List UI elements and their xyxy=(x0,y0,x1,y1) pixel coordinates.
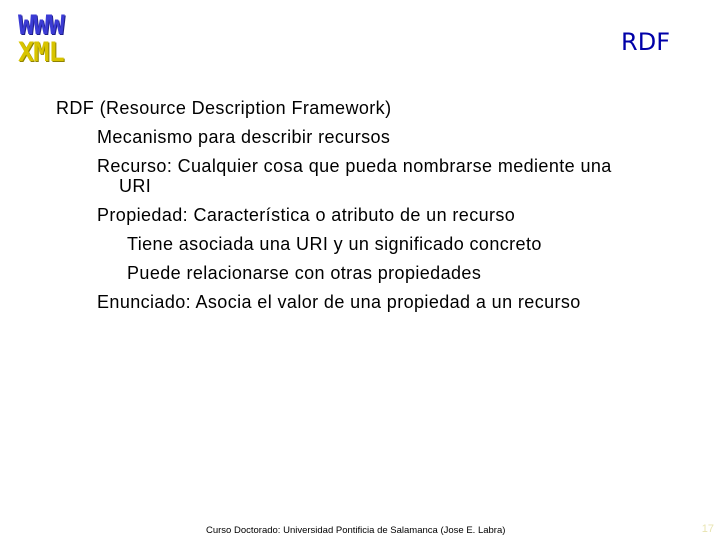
slide-content xyxy=(56,98,676,321)
bullet-recurso-text: Recurso: Cualquier cosa que pueda nombrarse mediente una xyxy=(97,156,612,176)
page-number: 17 xyxy=(701,523,714,535)
bullet-enunciado: Enunciado: Asocia el valor de una propiedad a un recurso xyxy=(97,292,581,312)
bullet-recurso-continuation: URI xyxy=(119,176,152,196)
bullet-puede-relacionarse: Puede relacionarse con otras propiedades xyxy=(127,263,482,283)
logo-www-text: WWW xyxy=(18,10,64,41)
bullet-tiene-asociada: Tiene asociada una URI y un significado concreto xyxy=(127,234,542,254)
bullet-propiedad: Propiedad: Característica o atributo de un recurso xyxy=(97,205,516,225)
bullet-rdf: RDF (Resource Description Framework) xyxy=(56,98,392,118)
slide-title: RDF xyxy=(621,28,670,56)
footer-text: Curso Doctorado: Universidad Pontificia de Salamanca (Jose E. Labra) xyxy=(206,525,506,536)
www-xml-logo xyxy=(18,12,90,66)
logo-xml-text: XML xyxy=(18,37,64,68)
bullet-recurso xyxy=(56,156,676,205)
bullet-mecanismo: Mecanismo para describir recursos xyxy=(97,127,391,147)
